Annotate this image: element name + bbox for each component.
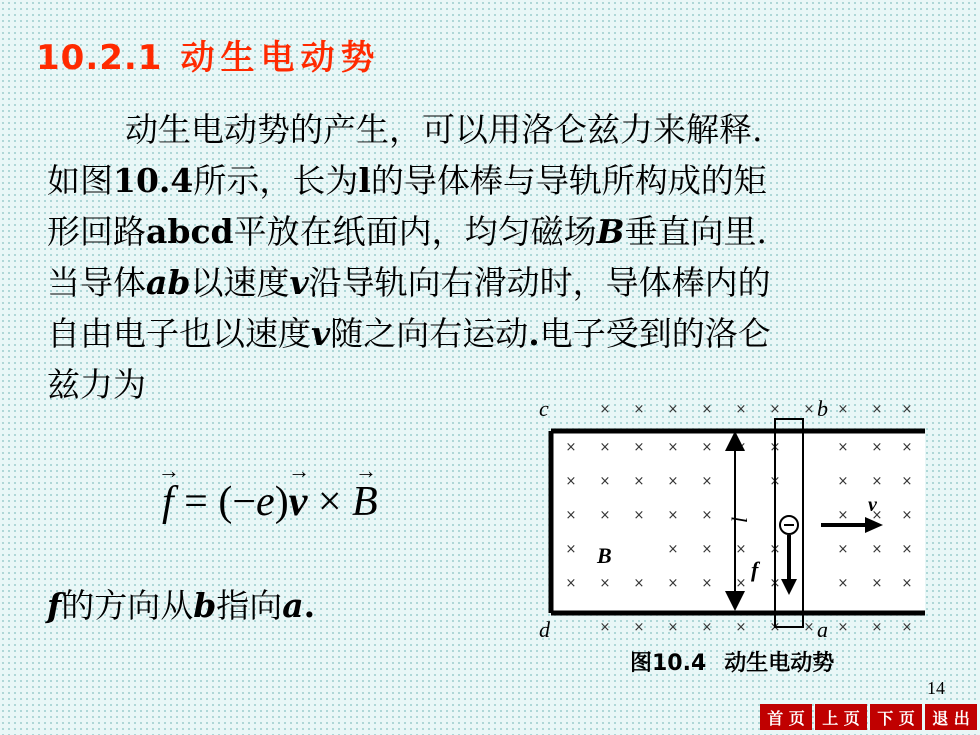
lorentz-force-formula: [162, 478, 378, 526]
next-page-button[interactable]: 下 页: [870, 704, 922, 730]
field-cross: ×: [871, 620, 883, 635]
field-cross: ×: [701, 576, 713, 591]
vector-v: → v: [289, 478, 308, 526]
charge-e: e: [256, 479, 275, 525]
field-cross: ×: [871, 542, 883, 557]
figure-caption: [630, 646, 834, 677]
field-cross: ×: [633, 402, 645, 417]
page-number: 14: [927, 678, 945, 698]
label-v: v: [868, 494, 877, 516]
label-b: b: [817, 396, 828, 421]
field-cross: ×: [633, 474, 645, 489]
field-cross: ×: [871, 576, 883, 591]
field-cross: ×: [803, 620, 815, 635]
text-run: 指向: [216, 586, 283, 625]
field-cross: ×: [667, 474, 679, 489]
text-run: 所示，长为: [193, 161, 359, 200]
text-run: 随之向右运动: [330, 314, 529, 353]
vector-f: → f: [162, 478, 174, 526]
field-cross: ×: [599, 440, 611, 455]
field-cross: ×: [901, 542, 913, 557]
field-cross: ×: [837, 440, 849, 455]
field-cross: ×: [901, 402, 913, 417]
field-cross: ×: [667, 542, 679, 557]
field-cross: ×: [769, 440, 781, 455]
field-cross: ×: [667, 576, 679, 591]
field-cross: ×: [565, 576, 577, 591]
minus-sign: −: [232, 479, 257, 525]
label-f: f: [751, 557, 759, 582]
times-sign: ×: [317, 479, 342, 525]
field-cross: ×: [735, 576, 747, 591]
field-cross: ×: [803, 402, 815, 417]
field-cross: ×: [837, 508, 849, 523]
period: .: [528, 314, 540, 353]
first-page-button[interactable]: 首 页: [760, 704, 812, 730]
field-cross: ×: [701, 474, 713, 489]
exit-button[interactable]: 退 出: [925, 704, 977, 730]
text-run: 动生电动势的产生，可以用洛仑兹力来解释.: [125, 110, 763, 149]
field-cross: ×: [871, 508, 883, 523]
text-run: 电子受到的洛仑: [539, 314, 771, 353]
vector-B: → B: [352, 478, 378, 526]
field-cross: ×: [901, 576, 913, 591]
section-number: 10.2.1: [36, 38, 163, 78]
field-cross: ×: [769, 474, 781, 489]
symbol-f: f: [47, 586, 62, 625]
label-l: l: [727, 516, 752, 523]
field-cross: ×: [871, 474, 883, 489]
force-direction-statement: [47, 580, 315, 627]
field-cross: ×: [701, 508, 713, 523]
field-cross: ×: [633, 620, 645, 635]
field-cross: ×: [599, 576, 611, 591]
field-cross: ×: [599, 474, 611, 489]
symbol-a: a: [282, 586, 304, 625]
right-paren: ): [274, 479, 289, 525]
field-cross: ×: [769, 542, 781, 557]
field-cross: ×: [633, 576, 645, 591]
field-cross: ×: [667, 620, 679, 635]
circuit-figure: [535, 395, 925, 645]
field-cross: ×: [901, 440, 913, 455]
label-a: a: [817, 617, 828, 642]
text-run: 如图: [47, 161, 113, 200]
field-cross: ×: [769, 620, 781, 635]
equals-sign: =: [184, 479, 208, 525]
field-cross: ×: [701, 402, 713, 417]
field-cross: ×: [565, 474, 577, 489]
field-cross: ×: [837, 542, 849, 557]
field-cross: ×: [837, 576, 849, 591]
field-cross: ×: [701, 440, 713, 455]
field-cross: ×: [837, 402, 849, 417]
field-cross: ×: [735, 542, 747, 557]
caption-text: 动生电动势: [724, 651, 835, 676]
left-paren: (: [218, 479, 233, 525]
field-cross: ×: [769, 576, 781, 591]
text-run: 形回路: [47, 212, 146, 251]
text-run: 沿导轨向右滑动时，导体棒内的: [308, 263, 771, 302]
slide-title: [36, 30, 380, 79]
field-cross: ×: [667, 402, 679, 417]
field-cross: ×: [735, 402, 747, 417]
field-cross: ×: [901, 508, 913, 523]
field-cross: ×: [599, 402, 611, 417]
field-cross: ×: [735, 620, 747, 635]
field-cross: ×: [633, 508, 645, 523]
label-B: B: [597, 543, 612, 568]
paragraph-line: [47, 155, 887, 206]
paragraph-line: [47, 257, 887, 308]
text-run: 兹力为: [47, 365, 146, 404]
paragraph-line: [47, 308, 887, 359]
field-cross: ×: [871, 440, 883, 455]
text-run: 垂直向里.: [624, 212, 768, 251]
field-cross: ×: [871, 402, 883, 417]
field-cross: ×: [901, 474, 913, 489]
label-d: d: [539, 617, 550, 642]
symbol-v: v: [311, 314, 331, 353]
field-cross: ×: [633, 440, 645, 455]
symbol-ab: ab: [146, 263, 191, 302]
symbol-l: l: [358, 161, 371, 200]
field-cross: ×: [667, 508, 679, 523]
caption-number: 图10.4: [630, 651, 707, 676]
section-title: 动生电动势: [180, 38, 381, 78]
text-run: 自由电子也以速度: [47, 314, 311, 353]
field-cross: ×: [769, 402, 781, 417]
figure-ref: 10.4: [113, 161, 194, 200]
field-cross: ×: [599, 508, 611, 523]
period: .: [303, 586, 316, 625]
field-cross: ×: [565, 542, 577, 557]
field-cross: ×: [701, 620, 713, 635]
text-run: 的导体棒与导轨所构成的矩: [370, 161, 767, 200]
field-cross: ×: [667, 440, 679, 455]
field-cross: ×: [565, 508, 577, 523]
symbol-v: v: [289, 263, 309, 302]
field-cross: ×: [901, 620, 913, 635]
paragraph-line: [47, 104, 887, 155]
field-cross: ×: [701, 542, 713, 557]
text-run: 当导体: [47, 263, 146, 302]
text-run: 以速度: [190, 263, 290, 302]
symbol-abcd: abcd: [146, 212, 234, 251]
symbol-B: B: [596, 212, 625, 251]
previous-page-button[interactable]: 上 页: [815, 704, 867, 730]
field-cross: ×: [735, 440, 747, 455]
text-run: 的方向从: [61, 586, 194, 625]
label-c: c: [539, 396, 549, 421]
field-cross: ×: [837, 474, 849, 489]
paragraph-line: [47, 206, 887, 257]
explanation-paragraph: [47, 104, 887, 410]
text-run: 平放在纸面内，均匀磁场: [233, 212, 597, 251]
field-cross: ×: [837, 620, 849, 635]
symbol-b: b: [193, 586, 217, 625]
field-cross: ×: [565, 440, 577, 455]
navigation-bar: [760, 704, 977, 730]
field-cross: ×: [599, 620, 611, 635]
